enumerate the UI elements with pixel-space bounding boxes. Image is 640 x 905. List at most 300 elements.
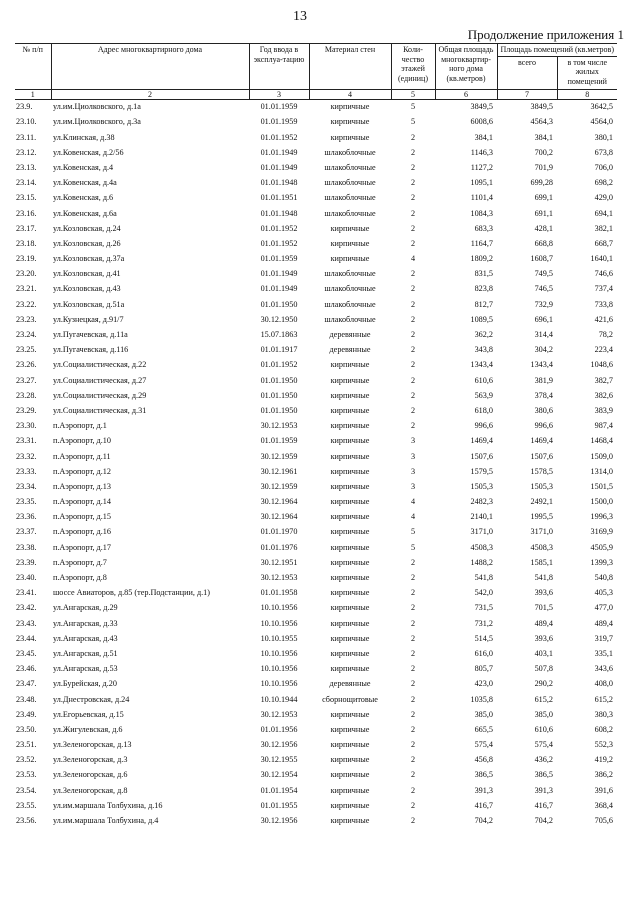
total-area: 1505,3 [470,481,493,491]
floor-count: 2 [410,557,416,567]
wall-material: кирпичные [330,573,370,582]
address: ул.Социалистическая, д.27 [53,375,147,385]
row-number: 23.21. [16,284,37,294]
rooms-area-living: 706,0 [594,162,614,172]
wall-material: шлакоблочные [324,178,376,188]
address: ул.Социалистическая, д.29 [53,390,147,400]
table-row [15,449,617,464]
floor-count: 2 [410,405,416,415]
floor-count: 5 [410,102,416,112]
total-area: 805,7 [474,664,493,674]
wall-material: кирпичные [330,451,370,461]
floor-count: 2 [410,421,416,431]
wall-material: кирпичные [330,497,370,507]
floor-count: 2 [410,785,416,795]
total-area: 1089,5 [470,314,493,324]
row-number: 23.19. [16,254,37,264]
address: ул.Ангарская, д.51 [53,648,118,658]
floor-count: 2 [410,269,416,279]
rooms-area-living: 1399,3 [590,557,614,567]
floor-count: 2 [410,664,416,674]
commission-date: 01.01.1950 [260,375,298,385]
row-number: 23.37. [16,527,37,537]
table-row [15,388,617,403]
total-area: 996,6 [474,421,493,431]
total-area: 616,0 [474,648,493,658]
total-area: 731,5 [474,603,493,613]
wall-material: кирпичные [330,770,370,780]
total-area: 563,9 [474,390,493,400]
rooms-area-living: 223,4 [594,345,614,355]
header-rooms-living: в том числе жилых помещений [557,56,617,89]
table-row [15,145,617,160]
address: ул.Козловская, д.37а [53,254,125,264]
floor-count: 2 [410,238,416,248]
rooms-area-living: 698,2 [594,178,614,188]
table-row [15,358,617,373]
address: ул.им.Циолковского, д.1а [53,102,141,112]
rooms-area-total: 3171,0 [530,527,553,537]
row-number: 23.54. [16,785,37,795]
row-number: 23.25. [16,345,37,355]
total-area: 1488,2 [470,557,493,567]
rooms-area-total: 746,5 [534,284,553,294]
table-row [15,813,617,828]
wall-material: кирпичные [330,223,370,233]
commission-date: 01.01.1959 [260,117,298,127]
commission-date: 01.01.1950 [260,299,298,309]
floor-count: 4 [410,497,416,507]
row-number: 23.36. [16,512,37,522]
rooms-area-total: 403,1 [534,648,553,658]
commission-date: 01.01.1952 [260,223,298,233]
commission-date: 30.12.1961 [260,466,298,476]
floor-count: 2 [410,162,416,172]
row-number: 23.23. [16,314,37,324]
rooms-area-living: 705,6 [594,816,614,825]
rooms-area-living: 405,3 [594,588,614,598]
wall-material: кирпичные [330,740,370,750]
total-area: 1127,2 [470,162,493,172]
rooms-area-living: 382,6 [594,390,614,400]
address: п.Аэропорт, д.14 [53,497,111,507]
floor-count: 2 [410,618,416,628]
address: п.Аэропорт, д.7 [53,557,107,567]
rooms-area-total: 701,5 [534,603,553,613]
address: ул.Социалистическая, д.31 [53,405,147,415]
rooms-area-living: 608,2 [594,724,614,734]
rooms-area-total: 378,4 [534,390,553,400]
address: п.Аэропорт, д.16 [53,527,111,537]
rooms-area-total: 1505,3 [530,481,553,491]
commission-date: 01.01.1950 [260,390,298,400]
rooms-area-total: 489,4 [534,618,553,628]
commission-date: 30.12.1953 [260,573,298,582]
floor-count: 2 [410,573,416,582]
wall-material: кирпичные [330,633,370,643]
total-area: 1164,7 [470,238,493,248]
wall-material: кирпичные [330,390,370,400]
commission-date: 01.01.1948 [260,178,298,188]
wall-material: кирпичные [330,785,370,795]
floor-count: 2 [410,390,416,400]
floor-count: 2 [410,330,416,339]
column-number: 1 [15,89,51,99]
address: ул.им.маршала Толбухина, д.16 [53,800,163,810]
row-number: 23.26. [16,360,37,370]
row-number: 23.28. [16,390,37,400]
rooms-area-living: 694,1 [594,208,614,218]
address: ул.Ковенская, д.6 [53,193,114,203]
column-number: 5 [391,89,435,99]
total-area: 1579,5 [470,466,493,476]
total-area: 514,5 [474,633,493,643]
floor-count: 2 [410,740,416,750]
commission-date: 30.12.1953 [260,421,298,431]
wall-material: кирпичные [330,557,370,567]
floor-count: 5 [410,542,416,552]
row-number: 23.46. [16,664,37,674]
wall-material: шлакоблочные [324,193,376,203]
rooms-area-total: 541,8 [534,573,553,582]
row-number: 23.18. [16,238,37,248]
row-number: 23.56. [16,816,37,825]
floor-count: 2 [410,770,416,780]
table-row [15,282,617,297]
total-area: 2482,3 [470,497,493,507]
commission-date: 30.12.1959 [260,451,298,461]
rooms-area-living: 673,8 [594,147,614,157]
total-area: 831,5 [474,269,493,279]
floor-count: 2 [410,208,416,218]
commission-date: 01.01.1949 [260,147,298,157]
commission-date: 10.10.1944 [260,694,298,704]
total-area: 610,6 [474,375,493,385]
rooms-area-living: 382,7 [594,375,614,385]
rooms-area-total: 668,8 [534,238,553,248]
wall-material: кирпичные [330,436,370,446]
total-area: 386,5 [474,770,493,780]
column-number: 7 [497,89,557,99]
address: ул.Козловская, д.24 [53,223,121,233]
wall-material: шлакоблочные [324,299,376,309]
total-area: 731,2 [474,618,493,628]
wall-material: кирпичные [330,421,370,431]
commission-date: 30.12.1950 [260,314,298,324]
total-area: 385,0 [474,709,493,719]
commission-date: 01.01.1970 [260,527,298,537]
rooms-area-living: 319,7 [594,633,614,643]
row-number: 23.10. [16,117,37,127]
row-number: 23.12. [16,147,37,157]
address: п.Аэропорт, д.15 [53,512,111,522]
table-row [15,297,617,312]
total-area: 618,0 [474,405,493,415]
rooms-area-living: 1640,1 [590,254,614,264]
address: ул.Козловская, д.41 [53,269,121,279]
housing-register-table [15,43,617,829]
rooms-area-living: 343,6 [594,664,614,674]
floor-count: 2 [410,223,416,233]
rooms-area-living: 489,4 [594,618,614,628]
address: ул.Клинская, д.38 [53,132,115,142]
row-number: 23.27. [16,375,37,385]
table-row [15,434,617,449]
floor-count: 2 [410,694,416,704]
row-number: 23.38. [16,542,37,552]
rooms-area-total: 1585,1 [530,557,553,567]
commission-date: 01.01.1949 [260,162,298,172]
table-row [15,403,617,418]
rooms-area-total: 416,7 [534,800,553,810]
rooms-area-living: 419,2 [594,755,614,765]
floor-count: 3 [410,451,416,461]
total-area: 665,5 [474,724,493,734]
commission-date: 01.01.1952 [260,238,298,248]
table-row [15,191,617,206]
row-number: 23.45. [16,648,37,658]
floor-count: 4 [410,254,416,264]
column-number: 8 [557,89,617,99]
wall-material: кирпичные [330,816,370,825]
table-row [15,662,617,677]
rooms-area-total: 393,6 [534,633,553,643]
rooms-area-living: 1314,0 [590,466,614,476]
total-area: 1343,4 [470,360,493,370]
rooms-area-total: 3849,5 [530,102,553,112]
total-area: 384,1 [474,132,493,142]
wall-material: кирпичные [330,527,370,537]
total-area: 1809,2 [470,254,493,264]
row-number: 23.43. [16,618,37,628]
rooms-area-living: 380,3 [594,709,614,719]
table-row [15,130,617,145]
row-number: 23.32. [16,451,37,461]
address: ул.Пугачевская, д.116 [53,345,129,355]
wall-material: кирпичные [330,664,370,674]
wall-material: кирпичные [330,800,370,810]
table-row [15,737,617,752]
column-number: 2 [51,89,249,99]
wall-material: сборнощитовые [322,694,378,704]
header-floors: Коли-чество этажей (единиц) [391,44,435,90]
total-area: 362,2 [474,330,493,339]
address: п.Аэропорт, д.13 [53,481,111,491]
table-row [15,99,617,115]
commission-date: 10.10.1955 [260,633,298,643]
rooms-area-total: 314,4 [534,330,553,339]
floor-count: 3 [410,436,416,446]
table-row [15,312,617,327]
row-number: 23.44. [16,633,37,643]
address: ул.Жигулевская, д.6 [53,724,123,734]
rooms-area-total: 704,2 [534,816,553,825]
table-row [15,677,617,692]
table-row [15,479,617,494]
address: ул.Зеленогорская, д.8 [53,785,128,795]
row-number: 23.16. [16,208,37,218]
total-area: 812,7 [474,299,493,309]
wall-material: кирпичные [330,375,370,385]
rooms-area-total: 699,28 [530,178,553,188]
total-area: 456,8 [474,755,493,765]
total-area: 1084,3 [470,208,493,218]
rooms-area-total: 4508,3 [530,542,553,552]
rooms-area-total: 732,9 [534,299,553,309]
address: ул.Ковенская, д.6а [53,208,117,218]
table-row [15,601,617,616]
total-area: 1469,4 [470,436,493,446]
rooms-area-living: 987,4 [594,421,614,431]
commission-date: 01.01.1955 [260,800,298,810]
rooms-area-total: 700,2 [534,147,553,157]
rooms-area-living: 368,4 [594,800,614,810]
rooms-area-total: 610,6 [534,724,553,734]
header-rooms-area: Площадь помещений (кв.метров) [497,44,617,57]
rooms-area-living: 380,1 [594,132,614,142]
table-row [15,327,617,342]
wall-material: деревянные [329,330,371,339]
table-row [15,768,617,783]
wall-material: кирпичные [330,755,370,765]
total-area: 704,2 [474,816,493,825]
commission-date: 30.12.1951 [260,557,298,567]
commission-date: 01.01.1954 [260,785,298,795]
rooms-area-total: 391,3 [534,785,553,795]
table-row [15,586,617,601]
commission-date: 30.12.1955 [260,755,298,765]
wall-material: кирпичные [330,132,370,142]
rooms-area-total: 1578,5 [530,466,553,476]
rooms-area-living: 408,0 [594,679,614,689]
wall-material: кирпичные [330,481,370,491]
row-number: 23.42. [16,603,37,613]
floor-count: 2 [410,588,416,598]
commission-date: 10.10.1956 [260,618,298,628]
rooms-area-total: 701,9 [534,162,553,172]
floor-count: 2 [410,299,416,309]
address: ул.им.Циолковского, д.3а [53,117,141,127]
row-number: 23.17. [16,223,37,233]
total-area: 343,8 [474,345,493,355]
floor-count: 2 [410,603,416,613]
floor-count: 2 [410,816,416,825]
commission-date: 01.01.1949 [260,284,298,294]
table-row [15,616,617,631]
floor-count: 2 [410,633,416,643]
floor-count: 2 [410,648,416,658]
rooms-area-total: 691,1 [534,208,553,218]
table-row [15,722,617,737]
commission-date: 30.12.1954 [260,770,298,780]
header-total-area: Общая площадь многоквартир-ного дома (кв.метров) [435,44,497,90]
commission-date: 10.10.1956 [260,664,298,674]
wall-material: кирпичные [330,709,370,719]
rooms-area-living: 3642,5 [590,102,614,112]
header-year: Год ввода в эксплуа-тацию [249,44,309,90]
wall-material: шлакоблочные [324,162,376,172]
commission-date: 01.01.1950 [260,405,298,415]
rooms-area-living: 421,6 [594,314,614,324]
commission-date: 01.01.1959 [260,254,298,264]
column-number: 3 [249,89,309,99]
total-area: 2140,1 [470,512,493,522]
address: ул.Бурейская, д.20 [53,679,117,689]
rooms-area-total: 304,2 [534,345,553,355]
commission-date: 01.01.1917 [260,345,298,355]
table-row [15,373,617,388]
floor-count: 2 [410,724,416,734]
address: ул.Ангарская, д.53 [53,664,118,674]
floor-count: 2 [410,193,416,203]
rooms-area-living: 1501,5 [590,481,614,491]
rooms-area-living: 1509,0 [590,451,614,461]
floor-count: 2 [410,679,416,689]
rooms-area-living: 668,7 [594,238,614,248]
address: ул.Ковенская, д.2/56 [53,147,124,157]
address: ул.Ангарская, д.29 [53,603,118,613]
rooms-area-living: 3169,9 [590,527,614,537]
rooms-area-total: 1469,4 [530,436,553,446]
table-row [15,343,617,358]
floor-count: 2 [410,375,416,385]
row-number: 23.53. [16,770,37,780]
column-number: 6 [435,89,497,99]
address: шоссе Авиаторов, д.85 (тер.Подстанции, д.1) [53,588,211,598]
total-area: 683,3 [474,223,493,233]
rooms-area-living: 4564,0 [590,117,614,127]
row-number: 23.47. [16,679,37,689]
rooms-area-total: 385,0 [534,709,553,719]
table-row [15,176,617,191]
table-row [15,707,617,722]
table-row [15,115,617,130]
address: ул.Пугачевская, д.11а [53,330,128,339]
row-number: 23.49. [16,709,37,719]
floor-count: 2 [410,709,416,719]
address: ул.Зеленогорская, д.3 [53,755,128,765]
floor-count: 2 [410,755,416,765]
rooms-area-total: 380,6 [534,405,553,415]
rooms-area-living: 746,6 [594,269,614,279]
row-number: 23.30. [16,421,37,431]
column-numbers-row [15,89,617,99]
floor-count: 2 [410,314,416,324]
address: п.Аэропорт, д.12 [53,466,111,476]
floor-count: 5 [410,527,416,537]
wall-material: кирпичные [330,542,370,552]
address: ул.Ковенская, д.4а [53,178,117,188]
rooms-area-total: 381,9 [534,375,553,385]
floor-count: 5 [410,117,416,127]
row-number: 23.35. [16,497,37,507]
total-area: 541,8 [474,573,493,582]
address: п.Аэропорт, д.11 [53,451,111,461]
address: ул.Кузнецкая, д.91/7 [53,314,124,324]
row-number: 23.51. [16,740,37,750]
commission-date: 01.01.1949 [260,269,298,279]
wall-material: шлакоблочные [324,314,376,324]
address: ул.Зеленогорская, д.6 [53,770,128,780]
commission-date: 30.12.1959 [260,481,298,491]
rooms-area-total: 575,4 [534,740,553,750]
rooms-area-total: 507,8 [534,664,553,674]
address: п.Аэропорт, д.1 [53,421,107,431]
rooms-area-total: 290,2 [534,679,553,689]
wall-material: кирпичные [330,238,370,248]
wall-material: кирпичные [330,724,370,734]
total-area: 1095,1 [470,178,493,188]
